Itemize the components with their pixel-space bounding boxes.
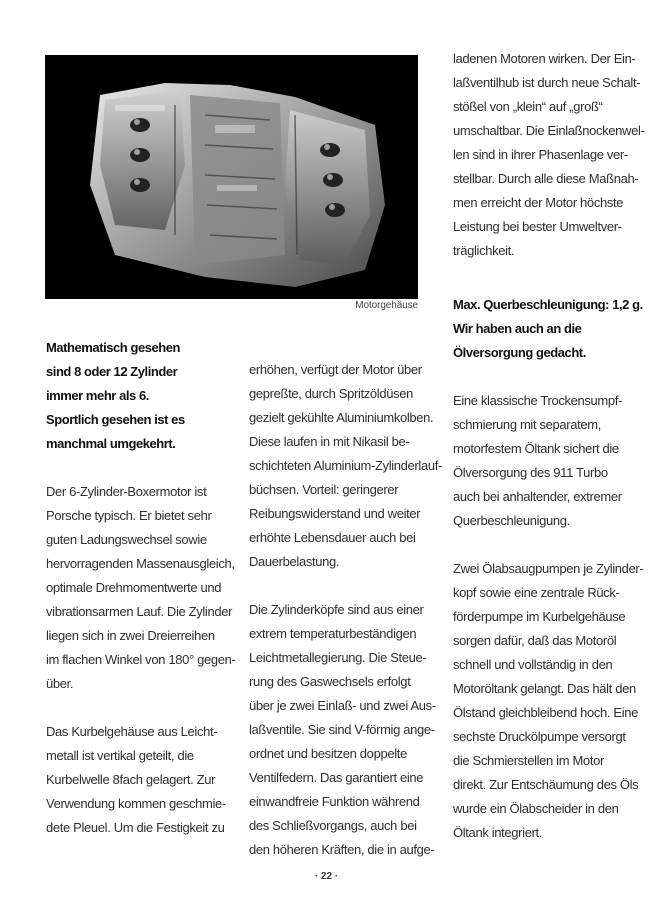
body-line: büchsen. Vorteil: geringerer bbox=[249, 482, 399, 497]
body-line: umschaltbar. Die Einlaßnockenwel- bbox=[453, 123, 645, 138]
engine-housing-photo bbox=[45, 55, 418, 299]
lead-line: sind 8 oder 12 Zylinder bbox=[46, 364, 178, 379]
body-line: liegen sich in zwei Dreierreihen bbox=[46, 628, 215, 643]
body-line: förderpumpe im Kurbelgehäuse bbox=[453, 609, 626, 624]
lead-line: manchmal umgekehrt. bbox=[46, 436, 176, 451]
body-line: einwandfreie Funktion während bbox=[249, 794, 420, 809]
body-line: gepreßte, durch Spritzöldüsen bbox=[249, 386, 414, 401]
body-line: optimale Drehmomentwerte und bbox=[46, 580, 222, 595]
body-line: erhöhen, verfügt der Motor über bbox=[249, 362, 422, 377]
body-line: metall ist vertikal geteilt, die bbox=[46, 748, 194, 763]
body-line: Motoröltank gelangt. Das hält den bbox=[453, 681, 636, 696]
body-line: den höheren Kräften, die in aufge- bbox=[249, 842, 435, 857]
body-line: sorgen dafür, daß das Motoröl bbox=[453, 633, 617, 648]
body-line: ordnet und besitzen doppelte bbox=[249, 746, 407, 761]
body-line: Leichtmetallegierung. Die Steue- bbox=[249, 650, 427, 665]
body-line: Die Zylinderköpfe sind aus einer bbox=[249, 602, 424, 617]
body-line: schmierung mit separatem, bbox=[453, 417, 602, 432]
body-line: sechste Druckölpumpe versorgt bbox=[453, 729, 626, 744]
body-line: Ölversorgung des 911 Turbo bbox=[453, 465, 608, 480]
body-line: Kurbelwelle 8fach gelagert. Zur bbox=[46, 772, 216, 787]
body-line: schichteten Aluminium-Zylinderlauf- bbox=[249, 458, 442, 473]
body-line: Reibungswiderstand und weiter bbox=[249, 506, 421, 521]
body-line: stellbar. Durch alle diese Maßnah- bbox=[453, 171, 639, 186]
engine-block-image bbox=[45, 55, 418, 299]
body-line: len sind in ihrer Phasenlage ver- bbox=[453, 147, 628, 162]
body-line: dete Pleuel. Um die Festigkeit zu bbox=[46, 820, 225, 835]
body-line: Das Kurbelgehäuse aus Leicht- bbox=[46, 724, 218, 739]
body-line: die Schmierstellen im Motor bbox=[453, 753, 604, 768]
body-line: auch bei anhaltender, extremer bbox=[453, 489, 622, 504]
body-line: schnell und vollständig in den bbox=[453, 657, 613, 672]
body-line: Eine klassische Trockensumpf- bbox=[453, 393, 623, 408]
body-line: hervorragenden Massenausgleich, bbox=[46, 556, 235, 571]
body-line: stößel von „klein“ auf „groß“ bbox=[453, 99, 603, 114]
body-line: träglichkeit. bbox=[453, 243, 515, 258]
column-middle bbox=[249, 358, 441, 862]
body-line: gezielt gekühlte Aluminiumkolben. bbox=[249, 410, 434, 425]
body-line: ladenen Motoren wirken. Der Ein- bbox=[453, 51, 636, 66]
body-line: Zwei Ölabsaugpumpen je Zylinder- bbox=[453, 561, 644, 576]
lead-line: immer mehr als 6. bbox=[46, 388, 149, 403]
body-line: kopf sowie eine zentrale Rück- bbox=[453, 585, 620, 600]
body-line: extrem temperaturbeständigen bbox=[249, 626, 417, 641]
body-line: Ventilfedern. Das garantiert eine bbox=[249, 770, 424, 785]
lead-line: Mathematisch gesehen bbox=[46, 340, 181, 355]
lead-line: Ölversorgung gedacht. bbox=[453, 345, 586, 360]
body-line: Porsche typisch. Er bietet sehr bbox=[46, 508, 212, 523]
body-line: rung des Gaswechsels erfolgt bbox=[249, 674, 411, 689]
lead-line: Wir haben auch an die bbox=[453, 321, 582, 336]
body-line: Öltank integriert. bbox=[453, 825, 543, 840]
body-line: Der 6-Zylinder-Boxermotor ist bbox=[46, 484, 207, 499]
body-line: Ölstand gleichbleibend hoch. Eine bbox=[453, 705, 639, 720]
lead-line: Max. Querbeschleunigung: 1,2 g. bbox=[453, 297, 643, 312]
column-right bbox=[453, 47, 653, 845]
body-line: Leistung bei bester Umweltver- bbox=[453, 219, 622, 234]
body-line: wurde ein Ölabscheider in den bbox=[453, 801, 619, 816]
body-line: des Schließvorgangs, auch bei bbox=[249, 818, 417, 833]
body-line: über je zwei Einlaß- und zwei Aus- bbox=[249, 698, 436, 713]
body-line: direkt. Zur Entschäumung des Öls bbox=[453, 777, 639, 792]
body-line: Dauerbelastung. bbox=[249, 554, 340, 569]
body-line: men erreicht der Motor höchste bbox=[453, 195, 624, 210]
body-line: Querbeschleunigung. bbox=[453, 513, 570, 528]
body-line: Diese laufen in mit Nikasil be- bbox=[249, 434, 410, 449]
page-number: · 22 · bbox=[314, 871, 339, 882]
body-line: laßventile. Sie sind V-förmig ange- bbox=[249, 722, 435, 737]
body-line: guten Ladungswechsel sowie bbox=[46, 532, 207, 547]
body-line: im flachen Winkel von 180° gegen- bbox=[46, 652, 236, 667]
body-line: Verwendung kommen geschmie- bbox=[46, 796, 226, 811]
body-line: über. bbox=[46, 676, 74, 691]
figure-caption: Motorgehäuse bbox=[355, 300, 418, 311]
lead-line: Sportlich gesehen ist es bbox=[46, 412, 185, 427]
body-line: motorfestem Öltank sichert die bbox=[453, 441, 619, 456]
body-line: erhöhte Lebensdauer auch bei bbox=[249, 530, 416, 545]
body-line: vibrationsarmen Lauf. Die Zylinder bbox=[46, 604, 233, 619]
column-left bbox=[46, 336, 238, 840]
body-line: laßventilhub ist durch neue Schalt- bbox=[453, 75, 641, 90]
